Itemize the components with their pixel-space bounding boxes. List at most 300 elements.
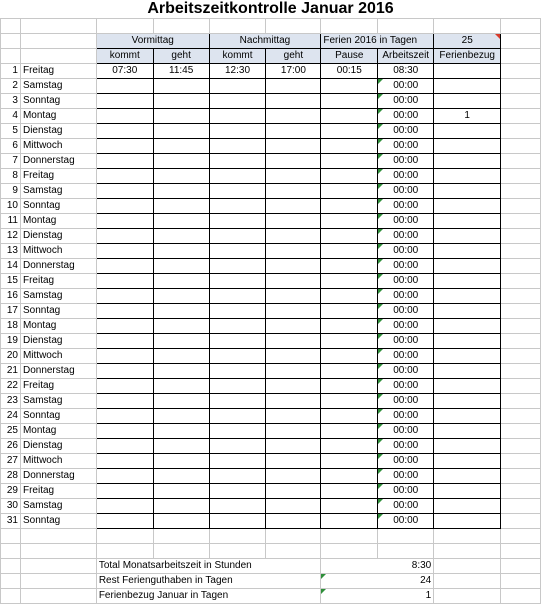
ferienbezug-cell[interactable] [434, 199, 501, 214]
day-number[interactable]: 8 [1, 169, 21, 184]
day-number[interactable]: 15 [1, 274, 21, 289]
geht-nachmittag-cell[interactable] [266, 139, 321, 154]
kommt-nachmittag-cell[interactable] [209, 394, 266, 409]
geht-vormittag-cell[interactable] [153, 424, 209, 439]
arbeitszeit-cell[interactable] [378, 154, 434, 169]
kommt-nachmittag-cell[interactable] [209, 379, 266, 394]
empty-cell[interactable] [501, 289, 541, 304]
pause-header[interactable]: Pause [321, 49, 378, 64]
kommt-nachmittag-cell[interactable] [209, 334, 266, 349]
day-number[interactable]: 27 [1, 454, 21, 469]
weekday[interactable]: Mittwoch [20, 139, 96, 154]
kommt-nachmittag-cell[interactable] [209, 229, 266, 244]
kommt-vormittag-cell[interactable] [96, 499, 153, 514]
kommt-nachmittag-cell[interactable] [209, 289, 266, 304]
geht-vormittag-cell[interactable] [153, 229, 209, 244]
geht-vormittag-cell[interactable] [153, 394, 209, 409]
geht-vormittag-cell[interactable] [153, 244, 209, 259]
kommt-nachmittag-cell[interactable] [209, 139, 266, 154]
geht-vormittag-cell[interactable] [153, 439, 209, 454]
geht-nachmittag-cell[interactable] [266, 199, 321, 214]
day-number[interactable]: 10 [1, 199, 21, 214]
ferienbezug-cell[interactable] [434, 379, 501, 394]
weekday[interactable]: Freitag [20, 274, 96, 289]
pause-cell[interactable] [321, 379, 378, 394]
day-number[interactable]: 2 [1, 79, 21, 94]
empty-cell[interactable] [501, 514, 541, 529]
geht-vormittag-cell[interactable]: 11:45 [153, 64, 209, 79]
pause-cell[interactable] [321, 139, 378, 154]
kommt-vormittag-cell[interactable] [96, 319, 153, 334]
arbeitszeit-cell[interactable] [378, 454, 434, 469]
empty-cell[interactable] [1, 529, 21, 544]
kommt-vormittag-cell[interactable] [96, 364, 153, 379]
arbeitszeit-cell[interactable] [378, 439, 434, 454]
ferienbezug-cell[interactable] [434, 499, 501, 514]
ferienbezug-cell[interactable] [434, 94, 501, 109]
empty-cell[interactable] [501, 499, 541, 514]
kommt-nachmittag-cell[interactable]: 12:30 [209, 64, 266, 79]
weekday[interactable]: Donnerstag [20, 469, 96, 484]
ferienbezug-cell[interactable] [434, 349, 501, 364]
pause-cell[interactable] [321, 319, 378, 334]
day-number[interactable]: 19 [1, 334, 21, 349]
ferienbezug-cell[interactable] [434, 229, 501, 244]
weekday[interactable]: Montag [20, 424, 96, 439]
ferienbezug-header[interactable]: Ferienbezug [434, 49, 501, 64]
geht-nachmittag-cell[interactable] [266, 484, 321, 499]
geht-vormittag-cell[interactable] [153, 94, 209, 109]
arbeitszeit-cell[interactable] [378, 139, 434, 154]
kommt-nachmittag-cell[interactable] [209, 124, 266, 139]
geht-nachmittag-cell[interactable] [266, 364, 321, 379]
weekday[interactable]: Donnerstag [20, 154, 96, 169]
day-number[interactable]: 26 [1, 439, 21, 454]
geht-vormittag-cell[interactable] [153, 499, 209, 514]
kommt-vormittag-cell[interactable] [96, 79, 153, 94]
weekday[interactable]: Samstag [20, 394, 96, 409]
geht-nachmittag-cell[interactable] [266, 244, 321, 259]
empty-cell[interactable] [501, 229, 541, 244]
kommt-nachmittag-cell[interactable] [209, 274, 266, 289]
pause-cell[interactable] [321, 394, 378, 409]
arbeitszeit-cell[interactable] [378, 199, 434, 214]
weekday[interactable]: Dienstag [20, 334, 96, 349]
arbeitszeit-cell[interactable] [378, 79, 434, 94]
day-number[interactable]: 9 [1, 184, 21, 199]
kommt-vormittag-cell[interactable] [96, 154, 153, 169]
geht-vormittag-cell[interactable] [153, 454, 209, 469]
summary-label[interactable]: Ferienbezug Januar in Tagen [96, 589, 321, 604]
kommt-vormittag-cell[interactable] [96, 469, 153, 484]
ferienbezug-cell[interactable] [434, 409, 501, 424]
nachmittag-header[interactable]: Nachmittag [209, 34, 321, 49]
kommt-vormittag-cell[interactable] [96, 394, 153, 409]
empty-cell[interactable] [501, 574, 541, 589]
empty-cell[interactable] [501, 379, 541, 394]
day-number[interactable]: 31 [1, 514, 21, 529]
pause-cell[interactable] [321, 454, 378, 469]
ferien-label-cell[interactable]: Ferien 2016 in Tagen [321, 34, 434, 49]
empty-cell[interactable] [96, 544, 153, 559]
empty-cell[interactable] [501, 109, 541, 124]
arbeitszeit-cell[interactable] [378, 274, 434, 289]
weekday[interactable]: Sonntag [20, 94, 96, 109]
ferienbezug-cell[interactable] [434, 214, 501, 229]
empty-cell[interactable] [20, 559, 96, 574]
arbeitszeit-cell[interactable] [378, 364, 434, 379]
pause-cell[interactable] [321, 199, 378, 214]
weekday[interactable]: Samstag [20, 79, 96, 94]
day-number[interactable]: 29 [1, 484, 21, 499]
arbeitszeit-cell[interactable] [378, 304, 434, 319]
geht-vormittag-cell[interactable] [153, 154, 209, 169]
kommt-vormittag-cell[interactable]: 07:30 [96, 64, 153, 79]
weekday[interactable]: Freitag [20, 169, 96, 184]
day-number[interactable]: 21 [1, 364, 21, 379]
kommt-nachmittag-cell[interactable] [209, 349, 266, 364]
empty-cell[interactable] [501, 64, 541, 79]
empty-cell[interactable] [266, 529, 321, 544]
ferienbezug-cell[interactable] [434, 184, 501, 199]
geht-nachmittag-cell[interactable] [266, 229, 321, 244]
empty-cell[interactable] [321, 544, 378, 559]
geht-vormittag-cell[interactable] [153, 349, 209, 364]
ferienbezug-cell[interactable] [434, 64, 501, 79]
kommt-vormittag-cell[interactable] [96, 229, 153, 244]
summary-label[interactable]: Rest Ferienguthaben in Tagen [96, 574, 321, 589]
kommt-nachmittag-cell[interactable] [209, 484, 266, 499]
geht-nachmittag-cell[interactable] [266, 274, 321, 289]
geht-vormittag-cell[interactable] [153, 334, 209, 349]
empty-cell[interactable] [96, 529, 153, 544]
ferienbezug-cell[interactable] [434, 454, 501, 469]
geht-vormittag-cell[interactable] [153, 484, 209, 499]
arbeitszeit-cell[interactable] [378, 379, 434, 394]
geht-nachmittag-header[interactable]: geht [266, 49, 321, 64]
geht-vormittag-cell[interactable] [153, 319, 209, 334]
arbeitszeit-cell[interactable] [378, 334, 434, 349]
kommt-vormittag-cell[interactable] [96, 199, 153, 214]
pause-cell[interactable] [321, 94, 378, 109]
pause-cell[interactable] [321, 304, 378, 319]
geht-nachmittag-cell[interactable] [266, 124, 321, 139]
empty-cell[interactable] [153, 544, 209, 559]
geht-vormittag-cell[interactable] [153, 184, 209, 199]
pause-cell[interactable] [321, 229, 378, 244]
empty-cell[interactable] [20, 574, 96, 589]
kommt-nachmittag-cell[interactable] [209, 409, 266, 424]
day-number[interactable]: 20 [1, 349, 21, 364]
geht-vormittag-cell[interactable] [153, 109, 209, 124]
pause-cell[interactable] [321, 499, 378, 514]
geht-nachmittag-cell[interactable] [266, 379, 321, 394]
kommt-vormittag-cell[interactable] [96, 139, 153, 154]
vormittag-header[interactable]: Vormittag [96, 34, 209, 49]
geht-nachmittag-cell[interactable] [266, 289, 321, 304]
geht-nachmittag-cell[interactable] [266, 514, 321, 529]
kommt-vormittag-cell[interactable] [96, 424, 153, 439]
ferienbezug-cell[interactable] [434, 439, 501, 454]
geht-vormittag-cell[interactable] [153, 259, 209, 274]
ferienbezug-cell[interactable] [434, 304, 501, 319]
empty-cell[interactable] [434, 544, 501, 559]
empty-cell[interactable] [434, 589, 501, 604]
geht-vormittag-cell[interactable] [153, 214, 209, 229]
geht-nachmittag-cell[interactable] [266, 439, 321, 454]
summary-value[interactable] [321, 559, 434, 574]
geht-vormittag-cell[interactable] [153, 79, 209, 94]
weekday[interactable]: Samstag [20, 184, 96, 199]
kommt-nachmittag-header[interactable]: kommt [209, 49, 266, 64]
weekday[interactable]: Sonntag [20, 304, 96, 319]
geht-nachmittag-cell[interactable] [266, 319, 321, 334]
kommt-nachmittag-cell[interactable] [209, 514, 266, 529]
kommt-nachmittag-cell[interactable] [209, 199, 266, 214]
empty-cell[interactable] [1, 589, 21, 604]
empty-cell[interactable] [501, 409, 541, 424]
day-number[interactable]: 4 [1, 109, 21, 124]
weekday[interactable]: Samstag [20, 289, 96, 304]
arbeitszeit-cell[interactable] [378, 319, 434, 334]
summary-value[interactable] [321, 589, 434, 604]
ferienbezug-cell[interactable]: 1 [434, 109, 501, 124]
geht-vormittag-cell[interactable] [153, 274, 209, 289]
empty-cell[interactable] [501, 484, 541, 499]
kommt-vormittag-header[interactable]: kommt [96, 49, 153, 64]
day-number[interactable]: 11 [1, 214, 21, 229]
empty-cell[interactable] [501, 589, 541, 604]
pause-cell[interactable] [321, 349, 378, 364]
day-number[interactable]: 1 [1, 64, 21, 79]
kommt-nachmittag-cell[interactable] [209, 304, 266, 319]
ferienbezug-cell[interactable] [434, 139, 501, 154]
geht-nachmittag-cell[interactable] [266, 94, 321, 109]
pause-cell[interactable] [321, 469, 378, 484]
empty-cell[interactable] [501, 439, 541, 454]
kommt-nachmittag-cell[interactable] [209, 109, 266, 124]
empty-cell[interactable] [501, 139, 541, 154]
kommt-vormittag-cell[interactable] [96, 409, 153, 424]
arbeitszeit-cell[interactable] [378, 214, 434, 229]
kommt-nachmittag-cell[interactable] [209, 154, 266, 169]
empty-cell[interactable] [321, 529, 378, 544]
pause-cell[interactable] [321, 334, 378, 349]
geht-nachmittag-cell[interactable] [266, 394, 321, 409]
arbeitszeit-cell[interactable] [378, 259, 434, 274]
geht-nachmittag-cell[interactable] [266, 184, 321, 199]
arbeitszeit-cell[interactable] [378, 94, 434, 109]
geht-nachmittag-cell[interactable] [266, 109, 321, 124]
geht-vormittag-cell[interactable] [153, 289, 209, 304]
empty-cell[interactable] [266, 544, 321, 559]
kommt-vormittag-cell[interactable] [96, 439, 153, 454]
summary-value[interactable] [321, 574, 434, 589]
empty-cell[interactable] [378, 544, 434, 559]
ferienbezug-cell[interactable] [434, 484, 501, 499]
weekday[interactable]: Montag [20, 214, 96, 229]
weekday[interactable]: Donnerstag [20, 259, 96, 274]
weekday[interactable]: Mittwoch [20, 454, 96, 469]
kommt-vormittag-cell[interactable] [96, 259, 153, 274]
kommt-vormittag-cell[interactable] [96, 124, 153, 139]
arbeitszeit-cell[interactable] [378, 229, 434, 244]
empty-cell[interactable] [501, 424, 541, 439]
geht-nachmittag-cell[interactable] [266, 169, 321, 184]
weekday[interactable]: Freitag [20, 64, 96, 79]
kommt-nachmittag-cell[interactable] [209, 469, 266, 484]
empty-cell[interactable] [1, 559, 21, 574]
geht-vormittag-cell[interactable] [153, 304, 209, 319]
weekday[interactable]: Mittwoch [20, 244, 96, 259]
pause-cell[interactable] [321, 484, 378, 499]
empty-cell[interactable] [153, 529, 209, 544]
ferien-value-cell[interactable] [434, 34, 501, 49]
geht-nachmittag-cell[interactable] [266, 424, 321, 439]
empty-cell[interactable] [501, 184, 541, 199]
ferienbezug-cell[interactable] [434, 154, 501, 169]
pause-cell[interactable] [321, 169, 378, 184]
pause-cell[interactable] [321, 154, 378, 169]
empty-cell[interactable] [501, 259, 541, 274]
arbeitszeit-cell[interactable] [378, 289, 434, 304]
geht-nachmittag-cell[interactable] [266, 469, 321, 484]
empty-cell[interactable] [1, 544, 21, 559]
empty-cell[interactable] [501, 154, 541, 169]
kommt-vormittag-cell[interactable] [96, 379, 153, 394]
day-number[interactable]: 13 [1, 244, 21, 259]
empty-cell[interactable] [501, 244, 541, 259]
arbeitszeit-cell[interactable] [378, 394, 434, 409]
day-number[interactable]: 25 [1, 424, 21, 439]
arbeitszeit-cell[interactable] [378, 244, 434, 259]
summary-label[interactable]: Total Monatsarbeitszeit in Stunden [96, 559, 321, 574]
pause-cell[interactable] [321, 259, 378, 274]
geht-nachmittag-cell[interactable] [266, 334, 321, 349]
empty-cell[interactable] [501, 319, 541, 334]
empty-cell[interactable] [501, 364, 541, 379]
empty-cell[interactable] [501, 94, 541, 109]
ferienbezug-cell[interactable] [434, 274, 501, 289]
pause-cell[interactable] [321, 109, 378, 124]
kommt-vormittag-cell[interactable] [96, 514, 153, 529]
pause-cell[interactable] [321, 124, 378, 139]
arbeitszeit-cell[interactable] [378, 514, 434, 529]
ferienbezug-cell[interactable] [434, 469, 501, 484]
empty-cell[interactable] [1, 574, 21, 589]
empty-cell[interactable] [434, 559, 501, 574]
ferienbezug-cell[interactable] [434, 424, 501, 439]
empty-cell[interactable] [434, 529, 501, 544]
geht-nachmittag-cell[interactable] [266, 409, 321, 424]
arbeitszeit-header[interactable]: Arbeitszeit [378, 49, 434, 64]
kommt-vormittag-cell[interactable] [96, 289, 153, 304]
kommt-nachmittag-cell[interactable] [209, 259, 266, 274]
geht-vormittag-cell[interactable] [153, 364, 209, 379]
empty-cell[interactable] [501, 529, 541, 544]
geht-nachmittag-cell[interactable] [266, 214, 321, 229]
weekday[interactable]: Montag [20, 109, 96, 124]
geht-vormittag-cell[interactable] [153, 409, 209, 424]
kommt-nachmittag-cell[interactable] [209, 184, 266, 199]
kommt-vormittag-cell[interactable] [96, 109, 153, 124]
empty-cell[interactable] [501, 169, 541, 184]
geht-vormittag-cell[interactable] [153, 124, 209, 139]
pause-cell[interactable] [321, 424, 378, 439]
empty-cell[interactable] [20, 529, 96, 544]
kommt-vormittag-cell[interactable] [96, 94, 153, 109]
geht-nachmittag-cell[interactable] [266, 349, 321, 364]
ferienbezug-cell[interactable] [434, 334, 501, 349]
arbeitszeit-cell[interactable] [378, 124, 434, 139]
pause-cell[interactable] [321, 244, 378, 259]
arbeitszeit-cell[interactable] [378, 64, 434, 79]
kommt-nachmittag-cell[interactable] [209, 499, 266, 514]
geht-vormittag-cell[interactable] [153, 169, 209, 184]
empty-cell[interactable] [501, 214, 541, 229]
arbeitszeit-cell[interactable] [378, 424, 434, 439]
empty-cell[interactable] [378, 529, 434, 544]
kommt-nachmittag-cell[interactable] [209, 94, 266, 109]
empty-cell[interactable] [209, 529, 266, 544]
day-number[interactable]: 7 [1, 154, 21, 169]
kommt-nachmittag-cell[interactable] [209, 169, 266, 184]
geht-nachmittag-cell[interactable] [266, 499, 321, 514]
geht-vormittag-header[interactable]: geht [153, 49, 209, 64]
weekday[interactable]: Sonntag [20, 409, 96, 424]
ferienbezug-cell[interactable] [434, 289, 501, 304]
pause-cell[interactable] [321, 214, 378, 229]
pause-cell[interactable]: 00:15 [321, 64, 378, 79]
day-number[interactable]: 28 [1, 469, 21, 484]
kommt-vormittag-cell[interactable] [96, 169, 153, 184]
kommt-nachmittag-cell[interactable] [209, 454, 266, 469]
kommt-nachmittag-cell[interactable] [209, 364, 266, 379]
kommt-nachmittag-cell[interactable] [209, 439, 266, 454]
empty-cell[interactable] [434, 574, 501, 589]
kommt-vormittag-cell[interactable] [96, 349, 153, 364]
geht-vormittag-cell[interactable] [153, 139, 209, 154]
kommt-vormittag-cell[interactable] [96, 304, 153, 319]
pause-cell[interactable] [321, 409, 378, 424]
weekday[interactable]: Samstag [20, 499, 96, 514]
kommt-vormittag-cell[interactable] [96, 214, 153, 229]
kommt-nachmittag-cell[interactable] [209, 214, 266, 229]
empty-cell[interactable] [501, 469, 541, 484]
pause-cell[interactable] [321, 274, 378, 289]
kommt-nachmittag-cell[interactable] [209, 319, 266, 334]
geht-nachmittag-cell[interactable] [266, 454, 321, 469]
weekday[interactable]: Mittwoch [20, 349, 96, 364]
weekday[interactable]: Donnerstag [20, 364, 96, 379]
weekday[interactable]: Sonntag [20, 514, 96, 529]
arbeitszeit-cell[interactable] [378, 169, 434, 184]
weekday[interactable]: Dienstag [20, 439, 96, 454]
empty-cell[interactable] [501, 394, 541, 409]
day-number[interactable]: 16 [1, 289, 21, 304]
weekday[interactable]: Freitag [20, 484, 96, 499]
kommt-vormittag-cell[interactable] [96, 244, 153, 259]
ferienbezug-cell[interactable] [434, 124, 501, 139]
kommt-nachmittag-cell[interactable] [209, 244, 266, 259]
empty-cell[interactable] [501, 349, 541, 364]
kommt-vormittag-cell[interactable] [96, 454, 153, 469]
day-number[interactable]: 18 [1, 319, 21, 334]
empty-cell[interactable] [501, 544, 541, 559]
empty-cell[interactable] [501, 334, 541, 349]
geht-nachmittag-cell[interactable] [266, 79, 321, 94]
geht-vormittag-cell[interactable] [153, 379, 209, 394]
